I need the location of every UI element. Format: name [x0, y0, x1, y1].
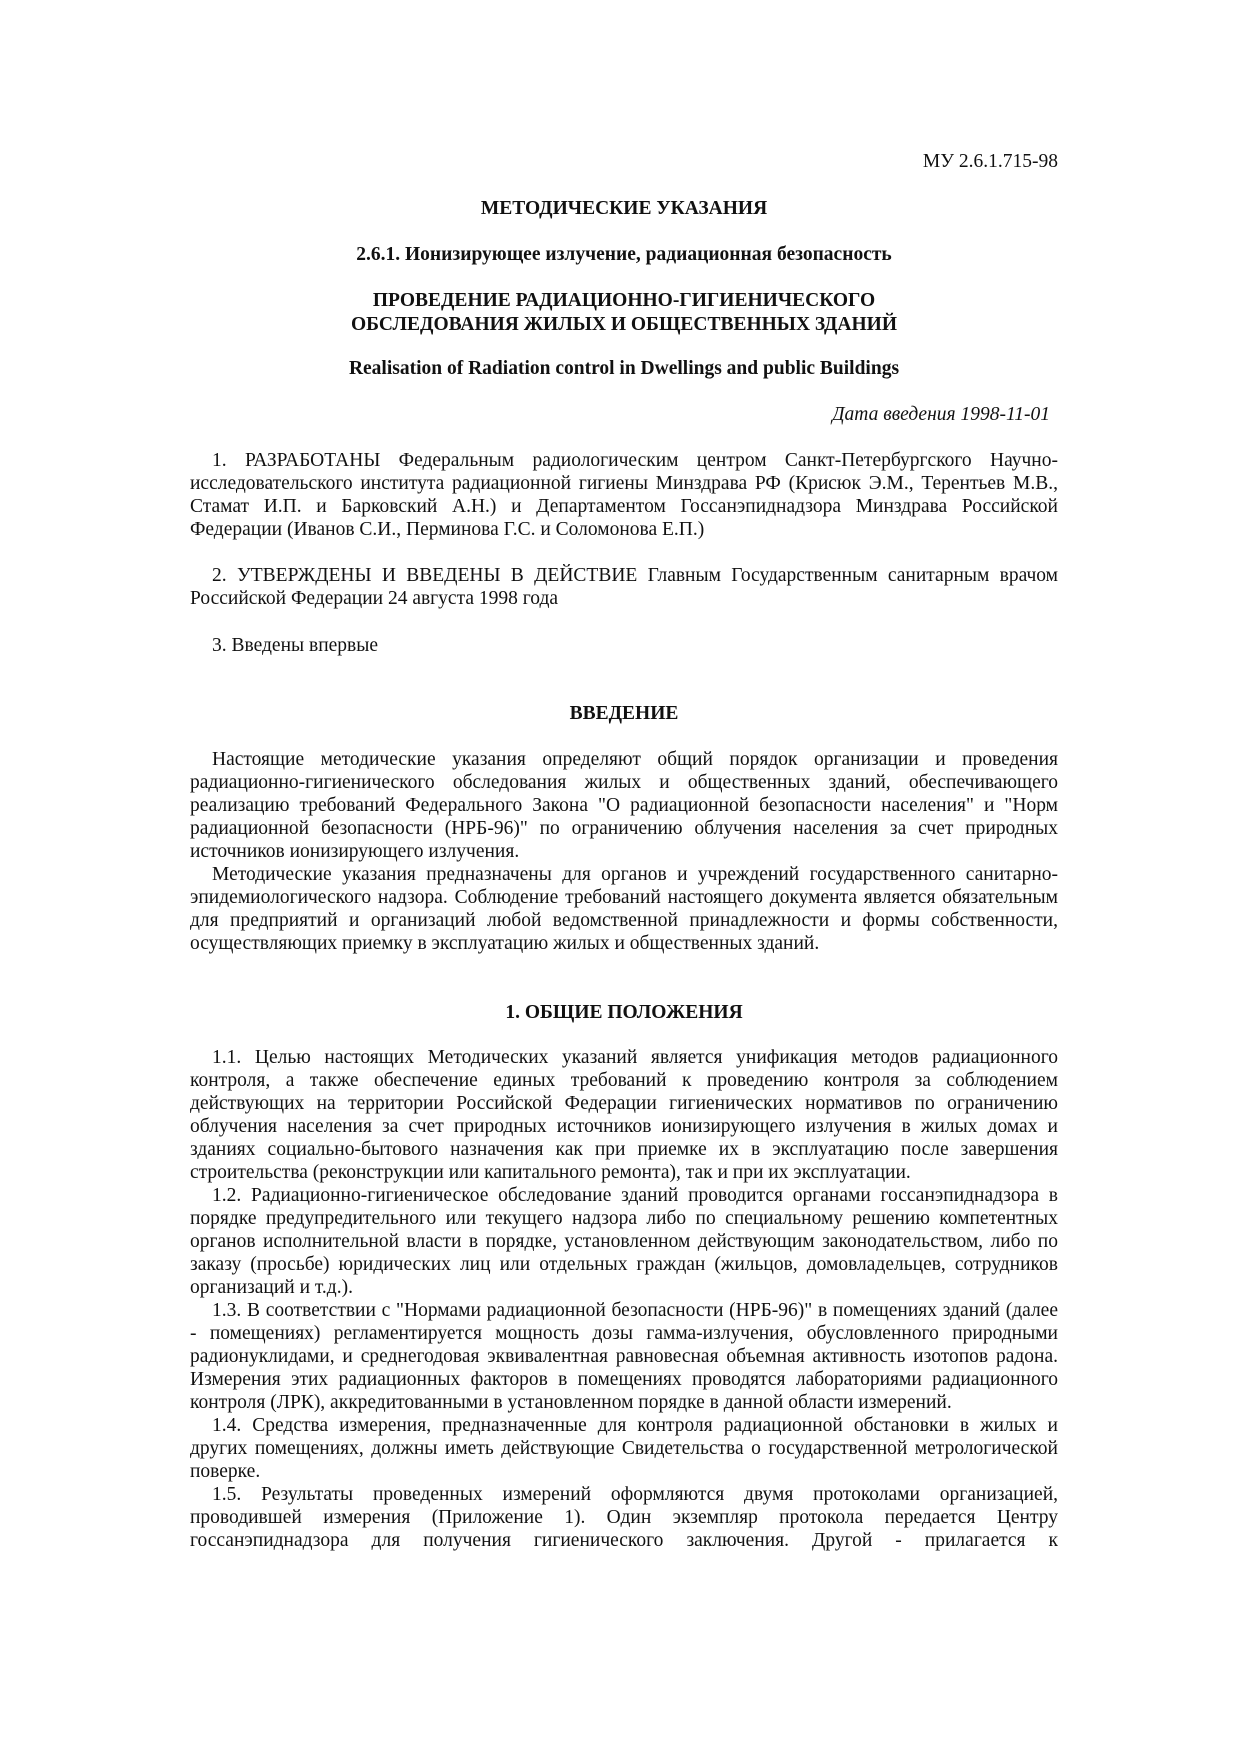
- paragraph: 1.5. Результаты проведенных измерений оформляются двумя протоколами организацией, проводившей измерения (Приложение 1). Один экземпляр протокола передается Центру госсанэпиднадзора для получения гигиенического заключения. Другой - прилагается к: [190, 1484, 1058, 1551]
- paragraph: 1. РАЗРАБОТАНЫ Федеральным радиологическим центром Санкт-Петербургского Научно-исследовательского института радиационной гигиены Минздрава РФ (Крисюк Э.М., Терентьев М.В., Стамат И.П. и Барковский А.Н.) и Департаментом Госсанэпиднадзора Минздрава Российской Федерации (Иванов С.И., Перминова Г.С. и Соломонова Е.П.): [190, 450, 1058, 540]
- paragraph: 2. УТВЕРЖДЕНЫ И ВВЕДЕНЫ В ДЕЙСТВИЕ Главным Государственным санитарным врачом Российской Федерации 24 августа 1998 года: [190, 565, 1058, 609]
- title-line-2: ОБСЛЕДОВАНИЯ ЖИЛЫХ И ОБЩЕСТВЕННЫХ ЗДАНИЙ: [350, 314, 898, 335]
- paragraph: Методические указания предназначены для органов и учреждений государственного санитарно-эпидемиологического надзора. Соблюдение требований настоящего документа является обязательным для предприятий и организаций любой ведомственной принадлежности и формы собственности, осуществляющих приемку в эксплуатацию жилых и общественных зданий.: [190, 864, 1058, 954]
- english-title: Realisation of Radiation control in Dwellings and public Buildings: [348, 358, 900, 379]
- effective-date: Дата введения 1998-11-01: [832, 404, 1050, 425]
- document-type: МЕТОДИЧЕСКИЕ УКАЗАНИЯ: [480, 198, 768, 219]
- preamble-item-3: [190, 634, 1058, 657]
- document-title: [190, 289, 1058, 337]
- section-heading-intro: ВВЕДЕНИЕ: [569, 703, 679, 724]
- preamble-item-1: [190, 449, 1058, 541]
- title-line-1: ПРОВЕДЕНИЕ РАДИАЦИОННО-ГИГИЕНИЧЕСКОГО: [372, 290, 876, 311]
- paragraph: 3. Введены впервые: [212, 635, 378, 656]
- preamble-item-2: [190, 564, 1058, 610]
- intro-section: [190, 748, 1058, 955]
- document-subtitle: 2.6.1. Ионизирующее излучение, радиационная безопасность: [356, 244, 892, 265]
- paragraph: Настоящие методические указания определяют общий порядок организации и проведения радиационно-гигиенического обследования жилых и общественных зданий, обеспечивающего реализацию требований Федерального Закона "О радиационной безопасности населения" и "Норм радиационной безопасности (НРБ-96)" по ограничению облучения населения за счет природных источников ионизирующего излучения.: [190, 749, 1058, 862]
- section-heading-general: 1. ОБЩИЕ ПОЛОЖЕНИЯ: [505, 1002, 743, 1023]
- document-code: МУ 2.6.1.715-98: [922, 151, 1058, 172]
- paragraph: 1.1. Целью настоящих Методических указаний является унификация методов радиационного контроля, а также обеспечение единых требований к проведению контроля за соблюдением действующих на территории Российской Федерации гигиенических нормативов по ограничению облучения населения за счет природных источников ионизирующего излучения в жилых домах и зданиях социально-бытового назначения как при приемке их в эксплуатацию после завершения строительства (реконструкции или капитального ремонта), так и при их эксплуатации.: [190, 1047, 1058, 1183]
- general-section: [190, 1046, 1058, 1552]
- paragraph: 1.3. В соответствии с "Нормами радиационной безопасности (НРБ-96)" в помещениях зданий (далее - помещениях) регламентируется мощность дозы гамма-излучения, обусловленного природными радионуклидами, и среднегодовая эквивалентная равновесная объемная активность изотопов радона. Измерения этих радиационных факторов в помещениях проводятся лабораториями радиационного контроля (ЛРК), аккредитованными в установленном порядке в данной области измерений.: [190, 1300, 1058, 1413]
- paragraph: 1.4. Средства измерения, предназначенные для контроля радиационной обстановки в жилых и других помещениях, должны иметь действующие Свидетельства о государственной метрологической поверке.: [190, 1415, 1058, 1482]
- paragraph: 1.2. Радиационно-гигиеническое обследование зданий проводится органами госсанэпиднадзора в порядке предупредительного или текущего надзора либо по специальному решению компетентных органов исполнительной власти в порядке, установленном действующим законодательством, либо по заказу (просьбе) юридических лиц или отдельных граждан (жильцов, домовладельцев, сотрудников организаций и т.д.).: [190, 1185, 1058, 1298]
